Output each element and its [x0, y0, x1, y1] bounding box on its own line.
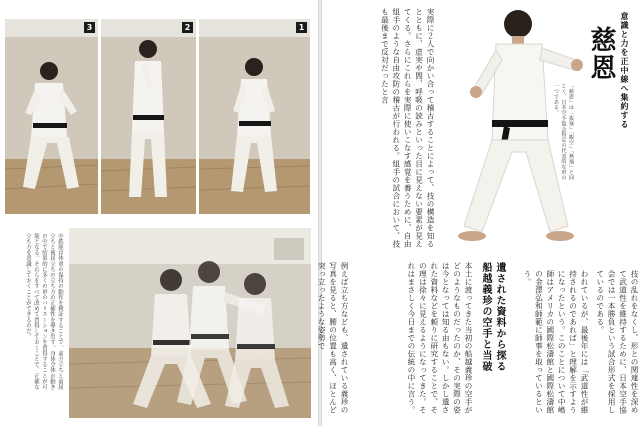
kata-title: 慈恩	[586, 26, 616, 82]
karate-motion-composite-image	[69, 228, 311, 418]
photo-step-3	[5, 19, 98, 214]
left-page	[0, 0, 318, 426]
section-kicker: 意識と力を正中線へ集約する	[620, 12, 629, 129]
photo-step-1	[199, 19, 310, 214]
right-page	[317, 0, 640, 426]
photo-number-badge: 2	[182, 22, 193, 33]
body-text-bottom-cont: 例えば立ち方なども、遺されている義珍の写真を見ると、腰の位置も高く、ほとんど突っ立ったような姿勢で	[317, 262, 349, 414]
body-text-bottom: 本土に渡ってきた当初の船越義珍の空手がどのようなものだったのか、その実際の姿は今となっては知る由もない。しかし遺された資料などを頼りに研究することで、その理は徐々に見えるようになってきた。それはまさしく今日までの伝統の中に言う。	[406, 262, 473, 414]
karate-stance-image	[5, 19, 98, 214]
subhead-primary: 遺された資料から探る	[494, 262, 505, 372]
subhead-secondary: 船越義珍の空手と当破	[480, 262, 491, 372]
body-text-top-right: われているが、最後年には「武道性が維持されるのであれば」と理解を示すようになったという。このことについて中嶋師はアメリカの國際松濤館と國際松濤館の金澤弘和師範に師事を取っているという。	[522, 270, 589, 414]
karate-stance-image	[199, 19, 310, 214]
karateka-figure-image	[434, 2, 584, 264]
karate-stance-image	[101, 19, 196, 214]
bottom-photo-caption: 中鉄能は体重の保持の動作を検証することで、前方立ちと前屈立ちと後屈立ちの立ち方の正確性を導き出す。身体全体の動きの中で結果的に多くの形のバリエーションを習得することが可能となる。それらをすべて改めて習得しておくことで、正確な立ち方を意識しておくことができるのだ。	[25, 233, 63, 390]
body-text-top: 実際に２人で向かい合って稽古することによって、技の構造を知るとともに、虚実や間、呼吸の読みといった目に見えない要素が見えてくる。さらにこれらを実際に使いこなす感覚を養うために、自由組手のような自由攻防の稽古が行われる。組手の試合において、技も最後まで反対だったと言	[380, 8, 435, 248]
body-text-top-right-2: 技の乱れをなくし、形との関連性を深めて武道性を維持するために、日本空手協会では一本勝負という試合形式を採用しているのである。	[595, 270, 639, 414]
composite-photo	[69, 228, 311, 418]
photo-number-badge: 3	[84, 22, 95, 33]
karateka-photo	[434, 2, 584, 264]
kata-intro-note: 「慈恩」は「抜塞」「観空」「燕飛」と同じく、日本空手協会指定の代表的な形の一つである。	[553, 83, 574, 181]
photo-number-badge: 1	[296, 22, 307, 33]
photo-step-2	[101, 19, 196, 214]
